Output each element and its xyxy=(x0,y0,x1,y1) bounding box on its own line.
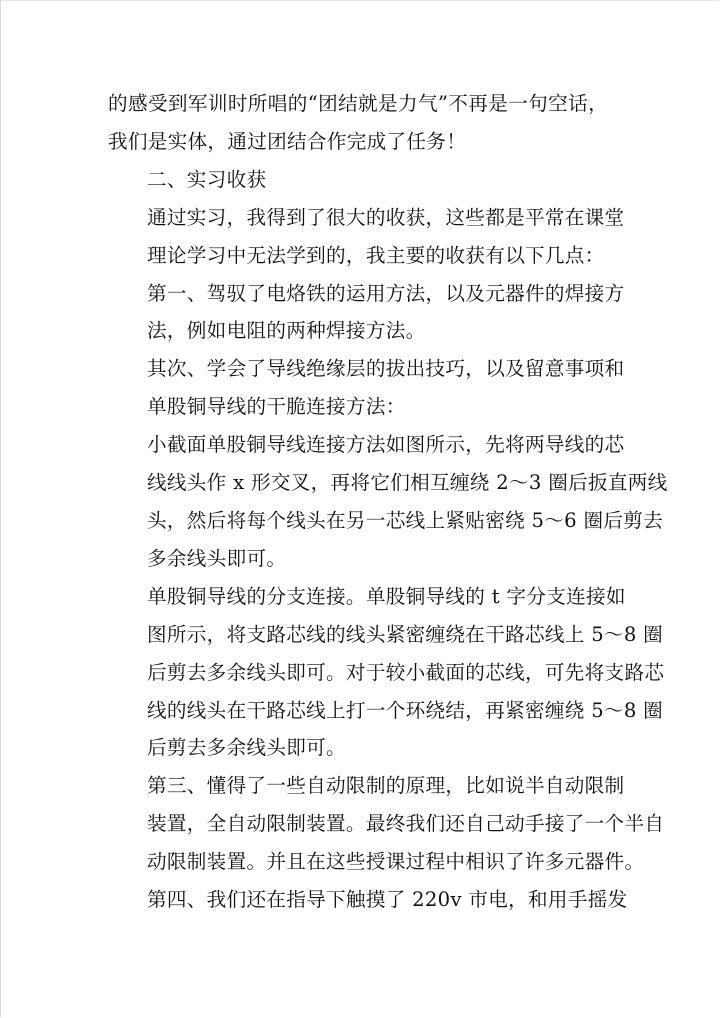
text-line: 单股铜导线的干脆连接方法： xyxy=(147,395,406,419)
paragraph-branch-wire-joint xyxy=(108,578,665,768)
text-line: 单股铜导线的分支连接。单股铜导线的 t 字分支连接如 xyxy=(147,584,626,608)
text-line: 头，然后将每个线头在另一芯线上紧贴密绕 5～6 圈后剪去 xyxy=(147,508,664,532)
text-line: 动限制装置。并且在这些授课过程中相识了许多元器件。 xyxy=(147,850,645,874)
text-line: 小截面单股铜导线连接方法如图所示，先将两导线的芯 xyxy=(147,433,625,457)
text-line: 线线头作 x 形交叉，再将它们相互缠绕 2～3 圈后扳直两线 xyxy=(147,471,668,495)
section-heading-text: 二、实习收获 xyxy=(147,167,267,191)
text-line: 后剪去多余线头即可。 xyxy=(147,736,346,760)
text-line: 第四、我们还在指导下触摸了 220v 市电，和用手摇发 xyxy=(147,888,628,912)
text-line: 第一、驾驭了电烙铁的运用方法，以及元器件的焊接方 xyxy=(147,281,625,305)
text-line: 后剪去多余线头即可。对于较小截面的芯线，可先将支路芯 xyxy=(147,660,665,684)
document-body xyxy=(108,85,668,919)
text-line: 的感受到军训时所唱的“团结就是力气”不再是一句空话， xyxy=(108,92,608,115)
paragraph-gain-fourth-mains-power xyxy=(108,881,628,919)
paragraph-small-section-wire-joint xyxy=(108,426,668,578)
paragraph-gain-first-soldering xyxy=(108,275,625,351)
section-heading-internship-gains xyxy=(108,161,608,199)
text-line: 理论学习中无法学到的，我主要的收获有以下几点： xyxy=(147,243,605,267)
paragraph-gain-second-wire-stripping xyxy=(108,350,625,426)
text-line: 装置，全自动限制装置。最终我们还自己动手接了一个半自 xyxy=(147,812,665,836)
paragraph-gains-intro xyxy=(108,199,625,275)
text-line: 图所示，将支路芯线的线头紧密缠绕在干路芯线上 5～8 圈 xyxy=(147,622,664,646)
text-line: 我们是实体，通过团结合作完成了任务！ xyxy=(108,129,467,153)
paragraph-gain-third-automatic-control xyxy=(108,767,665,881)
text-line: 多余线头即可。 xyxy=(147,546,287,570)
text-line: 其次、学会了导线绝缘层的拔出技巧，以及留意事项和 xyxy=(147,357,625,381)
text-line: 第三、懂得了一些自动限制的原理，比如说半自动限制 xyxy=(147,774,625,798)
text-line: 法，例如电阻的两种焊接方法。 xyxy=(147,319,426,343)
text-line: 通过实习，我得到了很大的收获，这些都是平常在课堂 xyxy=(147,205,625,229)
text-line: 线的线头在干路芯线上打一个环绕结，再紧密缠绕 5～8 圈 xyxy=(147,698,664,722)
paragraph-teamwork-ending xyxy=(108,85,608,161)
